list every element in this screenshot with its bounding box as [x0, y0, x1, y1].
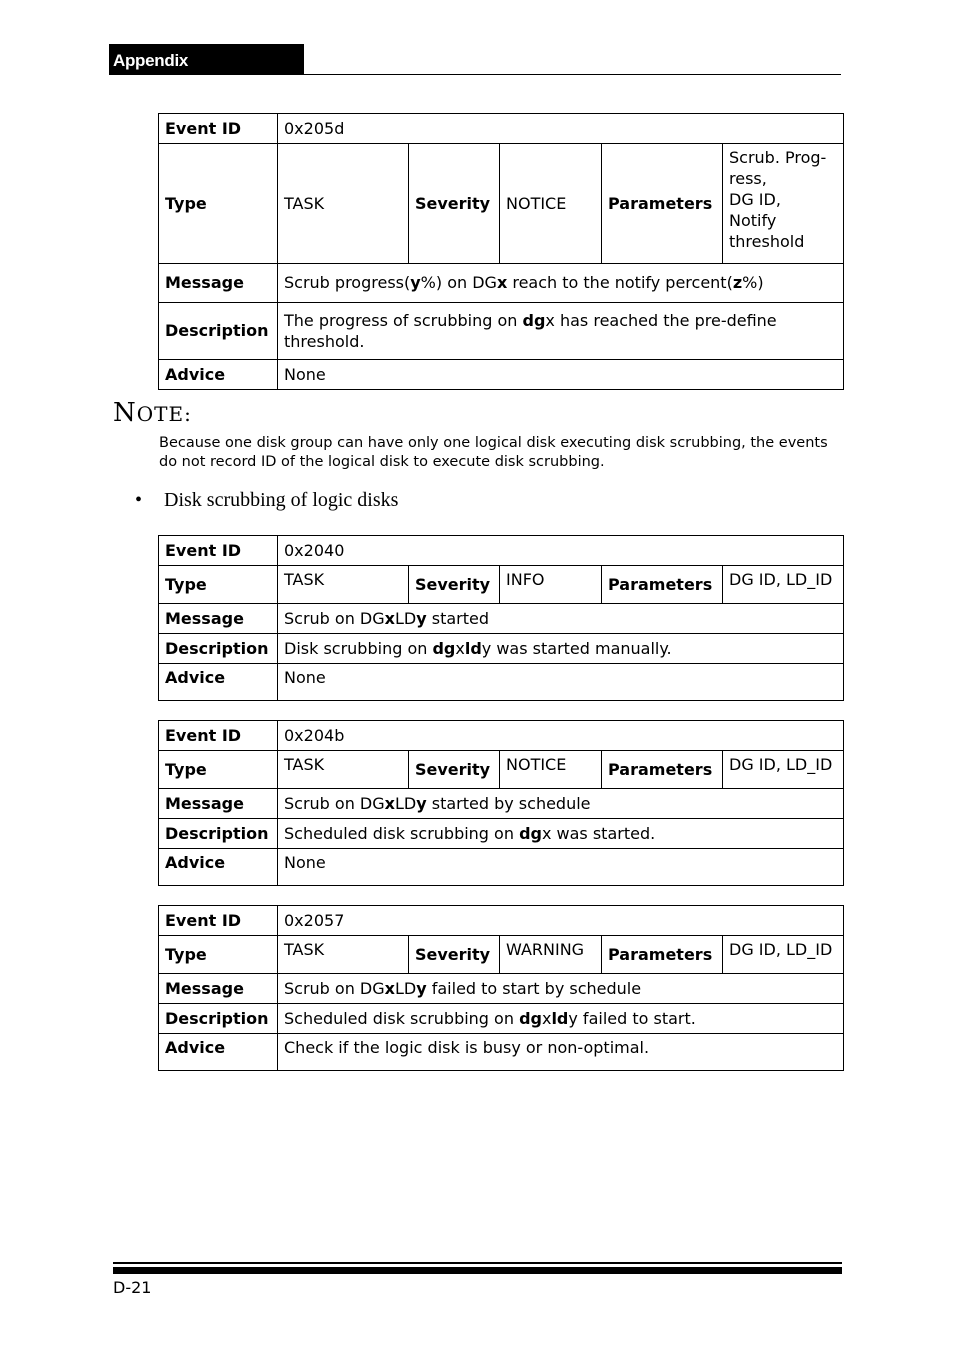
table-row	[159, 536, 844, 566]
event-table-0x204b	[158, 720, 844, 886]
text-run: failed to start by schedule	[426, 978, 642, 998]
advice-label: Advice	[159, 360, 278, 390]
text-run: x	[496, 273, 508, 292]
type-value: TASK	[278, 144, 409, 264]
message-label: Message	[159, 604, 278, 634]
event-table-0x205d	[158, 113, 844, 390]
message-value	[278, 604, 844, 634]
text-run: x	[455, 638, 465, 658]
text-run: LD	[394, 978, 417, 998]
type-value: TASK	[278, 566, 409, 604]
text-run: y	[416, 978, 427, 998]
header-rule	[304, 74, 841, 75]
description-label: Description	[159, 303, 278, 360]
text-run: Scrub on DG	[284, 793, 385, 813]
table-row	[159, 721, 844, 751]
footer-rule-thin	[113, 1262, 842, 1264]
severity-label: Severity	[409, 751, 500, 789]
table-row	[159, 789, 844, 819]
text-run: x	[384, 793, 395, 813]
parameter-line: Scrub. Prog-	[729, 148, 827, 167]
parameters-value	[723, 566, 844, 604]
event-id-label: Event ID	[159, 906, 278, 936]
bullet-marker: •	[135, 489, 143, 511]
text-run: y	[416, 793, 427, 813]
event-table-0x2040	[158, 535, 844, 701]
description-value	[278, 634, 844, 664]
text-run: x	[384, 978, 395, 998]
type-value: TASK	[278, 751, 409, 789]
parameter-line: DG ID, LD_ID	[729, 570, 833, 589]
message-label: Message	[159, 974, 278, 1004]
text-run: ld	[464, 638, 482, 658]
text-run: Disk scrubbing on	[284, 638, 433, 658]
text-run: y was started manually.	[481, 638, 672, 658]
parameter-line: Notify	[729, 211, 777, 230]
table-row	[159, 1034, 844, 1071]
table-row	[159, 114, 844, 144]
note-title: NOTE:	[113, 398, 192, 428]
parameter-line: DG ID, LD_ID	[729, 940, 833, 959]
type-value: TASK	[278, 936, 409, 974]
section-title: Appendix	[113, 51, 189, 70]
severity-label: Severity	[409, 144, 500, 264]
description-value	[278, 1004, 844, 1034]
text-run: x was started.	[541, 823, 656, 843]
message-label: Message	[159, 264, 278, 303]
parameters-label: Parameters	[602, 144, 723, 264]
severity-label: Severity	[409, 566, 500, 604]
event-id-value: 0x2057	[278, 906, 844, 936]
table-row	[159, 264, 844, 303]
parameters-label: Parameters	[602, 751, 723, 789]
table-row	[159, 604, 844, 634]
table-row	[159, 664, 844, 701]
parameters-value	[723, 751, 844, 789]
text-run: dg	[519, 1008, 542, 1028]
table-row	[159, 849, 844, 886]
note-text: Because one disk group can have only one logical disk executing disk scrubbing, the events do not record ID of the logical disk to execute disk scrubbing.	[159, 435, 828, 470]
event-id-value: 0x2040	[278, 536, 844, 566]
section-header-tab	[109, 44, 304, 75]
text-run: Scheduled disk scrubbing on	[284, 1008, 520, 1028]
table-row	[159, 906, 844, 936]
text-run: ld	[551, 1008, 569, 1028]
description-label: Description	[159, 1004, 278, 1034]
advice-value: Check if the logic disk is busy or non-optimal.	[278, 1034, 844, 1071]
message-value	[278, 974, 844, 1004]
severity-value: NOTICE	[500, 751, 602, 789]
parameters-label: Parameters	[602, 936, 723, 974]
description-label: Description	[159, 634, 278, 664]
text-run: y	[410, 273, 421, 292]
event-id-value: 0x205d	[278, 114, 844, 144]
type-label: Type	[159, 936, 278, 974]
advice-value: None	[278, 360, 844, 390]
table-row	[159, 936, 844, 974]
message-value	[278, 789, 844, 819]
type-label: Type	[159, 751, 278, 789]
text-run: started	[426, 608, 490, 628]
text-run: dg	[432, 638, 456, 658]
event-table-0x2057	[158, 905, 844, 1071]
footer-rule-thick	[113, 1267, 842, 1274]
parameter-line: DG ID, LD_ID	[729, 755, 833, 774]
advice-value: None	[278, 664, 844, 701]
table-row	[159, 751, 844, 789]
severity-label: Severity	[409, 936, 500, 974]
parameter-line: DG ID,	[729, 190, 781, 209]
text-run: %) on DG	[420, 273, 497, 292]
table-row	[159, 360, 844, 390]
text-run: y failed to start.	[568, 1008, 696, 1028]
text-run: Scrub on DG	[284, 608, 385, 628]
text-run: Scheduled disk scrubbing on	[284, 823, 520, 843]
advice-value: None	[278, 849, 844, 886]
parameters-label: Parameters	[602, 566, 723, 604]
parameter-line: threshold	[729, 232, 805, 251]
table-row	[159, 144, 844, 264]
table-row	[159, 303, 844, 360]
table-row	[159, 634, 844, 664]
description-label: Description	[159, 819, 278, 849]
text-run: dg	[522, 310, 546, 330]
text-run: The progress of scrubbing on	[284, 310, 523, 330]
severity-value: WARNING	[500, 936, 602, 974]
text-run: Scrub progress(	[284, 273, 411, 292]
text-run: dg	[519, 823, 542, 843]
parameters-value	[723, 144, 844, 264]
description-value	[278, 303, 844, 360]
table-row	[159, 819, 844, 849]
table-row	[159, 566, 844, 604]
message-label: Message	[159, 789, 278, 819]
text-run: LD	[394, 608, 417, 628]
event-id-label: Event ID	[159, 721, 278, 751]
event-id-label: Event ID	[159, 536, 278, 566]
parameter-line: ress,	[729, 169, 767, 188]
severity-value: NOTICE	[500, 144, 602, 264]
advice-label: Advice	[159, 1034, 278, 1071]
table-row	[159, 974, 844, 1004]
text-run: reach to the notify percent(	[507, 273, 733, 292]
text-run: x	[541, 1008, 552, 1028]
table-row	[159, 1004, 844, 1034]
event-id-value: 0x204b	[278, 721, 844, 751]
bullet-text: Disk scrubbing of logic disks	[164, 489, 399, 511]
message-value	[278, 264, 844, 303]
text-run: started by schedule	[426, 793, 591, 813]
type-label: Type	[159, 566, 278, 604]
text-run: x	[384, 608, 395, 628]
text-run: x has reached the pre-define threshold.	[284, 310, 777, 351]
severity-value: INFO	[500, 566, 602, 604]
text-run: Scrub on DG	[284, 978, 385, 998]
text-run: y	[416, 608, 427, 628]
text-run: %)	[742, 273, 764, 292]
advice-label: Advice	[159, 849, 278, 886]
parameters-value	[723, 936, 844, 974]
description-value	[278, 819, 844, 849]
event-id-label: Event ID	[159, 114, 278, 144]
advice-label: Advice	[159, 664, 278, 701]
text-run: z	[732, 273, 743, 292]
page-number: D-21	[113, 1278, 152, 1297]
text-run: LD	[394, 793, 417, 813]
type-label: Type	[159, 144, 278, 264]
